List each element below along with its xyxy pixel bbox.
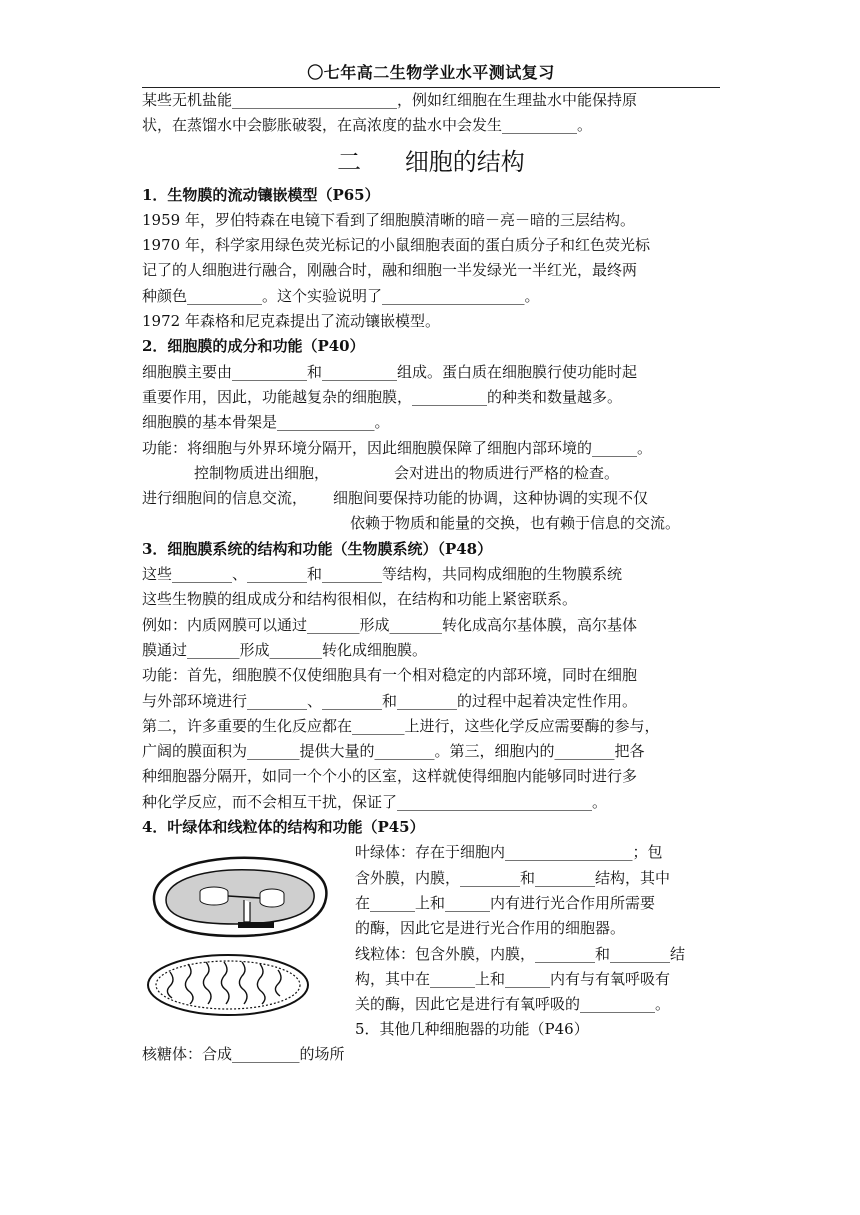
s3-line: 功能：首先，细胞膜不仅使细胞具有一个相对稳定的内部环境，同时在细胞 (142, 666, 638, 685)
s4-right-line: 在______上和______内有进行光合作用所需要 (355, 893, 656, 912)
s4-right-line: 关的酶，因此它是进行有氧呼吸的__________。 (355, 995, 671, 1014)
s2-line: 细胞膜的基本骨架是_____________。 (142, 413, 390, 432)
mitochondrion-illustration (144, 952, 312, 1018)
s2-info-left: 进行细胞间的信息交流， (142, 489, 308, 508)
page-header: 〇七年高二生物学业水平测试复习 (142, 62, 720, 88)
s3-line: 膜通过_______形成_______转化成细胞膜。 (142, 640, 428, 659)
intro-line-1: 某些无机盐能______________________，例如红细胞在生理盐水中能保持原 (142, 91, 638, 109)
s3-heading: 3．细胞膜系统的结构和功能（生物膜系统）（P48） (142, 539, 493, 558)
s2-info-line (142, 486, 720, 511)
s4-right-line: 叶绿体：存在于细胞内_________________；包 (355, 843, 663, 862)
s1-heading: 1．生物膜的流动镶嵌模型（P65） (142, 185, 380, 204)
s4-last-line: 核糖体：合成_________的场所 (142, 1045, 345, 1064)
section-number: 二 (337, 147, 362, 176)
s4-right-line: 构，其中在______上和______内有与有氧呼吸有 (355, 969, 671, 988)
s4-right-line: 的酶，因此它是进行光合作用的细胞器。 (355, 919, 626, 938)
s2-info-right-2: 依赖于物质和能量的交换，也有赖于信息的交流。 (350, 514, 681, 533)
s2-control-left: 控制物质进出细胞， (194, 463, 330, 482)
intro-line-2: 状，在蒸馏水中会膨胀破裂，在高浓度的盐水中会发生__________。 (142, 116, 593, 135)
s3-line: 这些生物膜的组成成分和结构很相似，在结构和功能上紧密联系。 (142, 590, 578, 609)
s3-line: 这些________、________和________等结构，共同构成细胞的生物膜系统 (142, 565, 623, 584)
chloroplast-illustration (144, 850, 334, 942)
s3-line: 种细胞器分隔开，如同一个个小的区室，这样就使得细胞内能够同时进行多 (142, 767, 638, 786)
section-title (142, 143, 720, 181)
s3-line: 与外部环境进行________、________和________的过程中起着决定性作用。 (142, 691, 638, 710)
s2-heading: 2．细胞膜的成分和功能（P40） (142, 337, 365, 356)
s2-line: 细胞膜主要由__________和__________组成。蛋白质在细胞膜行使功能时起 (142, 362, 638, 381)
s4-heading: 4．叶绿体和线粒体的结构和功能（P45） (142, 818, 425, 837)
s2-info-right-1: 细胞间要保持功能的协调，这种协调的实现不仅 (333, 489, 649, 508)
s4-block (142, 840, 720, 1042)
s3-line: 广阔的膜面积为_______提供大量的________。第三，细胞内的________把各 (142, 742, 645, 761)
s1-line: 记了的人细胞进行融合，刚融合时，融和细胞一半发绿光一半红光，最终两 (142, 261, 638, 280)
s1-line: 1970 年，科学家用绿色荧光标记的小鼠细胞表面的蛋白质分子和红色荧光标 (142, 236, 650, 255)
s2-line: 重要作用，因此，功能越复杂的细胞膜，__________的种类和数量越多。 (142, 387, 623, 406)
section-title-text: 细胞的结构 (404, 147, 525, 176)
s4-right-line: 5．其他几种细胞器的功能（P46） (355, 1020, 589, 1039)
s3-line: 例如：内质网膜可以通过_______形成_______转化成高尔基体膜，高尔基体 (142, 615, 638, 634)
s4-right-line: 含外膜，内膜，________和________结构，其中 (355, 868, 671, 887)
document-page (142, 62, 720, 1068)
s3-line: 种化学反应，而不会相互干扰，保证了__________________________。 (142, 792, 608, 811)
s3-line: 第二，许多重要的生化反应都在_______上进行，这些化学反应需要酶的参与， (142, 716, 660, 735)
s1-line: 1959 年，罗伯特森在电镜下看到了细胞膜清晰的暗－亮－暗的三层结构。 (142, 210, 635, 229)
s4-text-block (355, 840, 725, 1042)
s2-control-right: 会对进出的物质进行严格的检查。 (394, 463, 620, 482)
s1-line: 种颜色__________。这个实验说明了___________________。 (142, 286, 540, 305)
s2-control-line (142, 461, 720, 486)
s4-right-line: 线粒体：包含外膜，内膜，________和________结 (355, 944, 686, 963)
s1-line: 1972 年森格和尼克森提出了流动镶嵌模型。 (142, 312, 440, 331)
s2-line: 功能：将细胞与外界环境分隔开，因此细胞膜保障了细胞内部环境的______。 (142, 438, 653, 457)
